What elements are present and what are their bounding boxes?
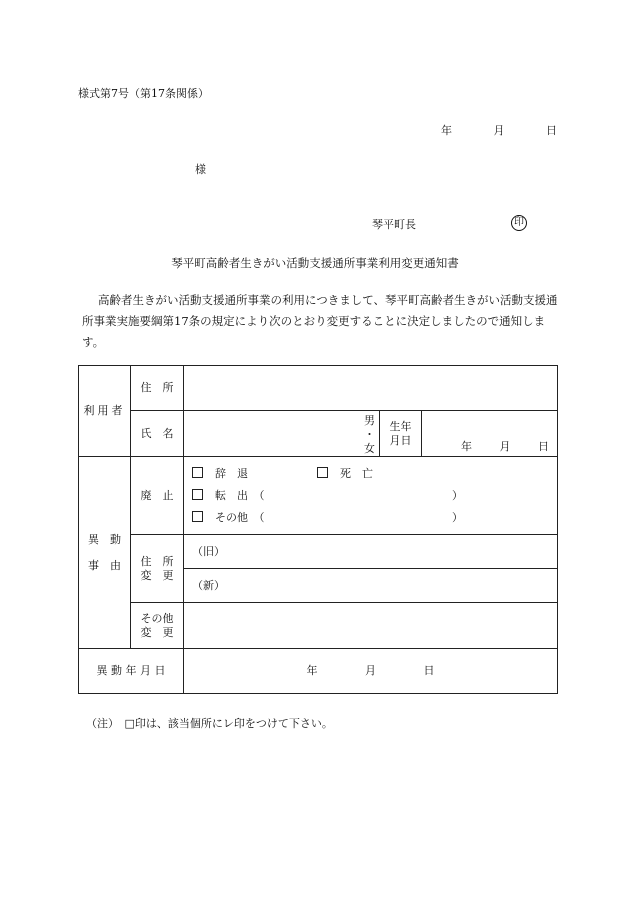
change-reason-label-1: 異 動 xyxy=(88,532,121,546)
address-field[interactable] xyxy=(184,366,558,411)
new-address-field[interactable] xyxy=(184,569,558,603)
birth-month-unit: 月 xyxy=(499,439,511,453)
resign-label: 辞 退 xyxy=(215,466,248,480)
user-label: 利用者 xyxy=(79,366,131,457)
change-reason-label-2: 事 由 xyxy=(88,558,121,572)
issuer: 琴平町長 xyxy=(372,218,416,231)
other-close-paren: ） xyxy=(452,510,463,524)
old-address-field[interactable] xyxy=(184,535,558,569)
change-day-unit: 日 xyxy=(423,664,435,678)
new-label: （新） xyxy=(192,578,225,592)
option-row-1 xyxy=(192,463,557,485)
gender-options xyxy=(364,414,375,456)
change-date-label: 異 動 年 月 日 xyxy=(79,649,184,694)
address-change-label-1: 住 所 xyxy=(140,555,174,569)
name-label: 氏 名 xyxy=(131,411,184,457)
option-row-2 xyxy=(192,485,557,507)
birth-label xyxy=(380,411,422,457)
option-row-3 xyxy=(192,507,557,529)
move-out-close-paren: ） xyxy=(452,488,463,502)
other-label: その他 （ xyxy=(215,510,265,524)
birth-label-1: 生年 xyxy=(389,420,412,434)
issue-date-day: 日 xyxy=(546,124,557,137)
other-change-field[interactable] xyxy=(184,603,558,649)
birth-year-unit: 年 xyxy=(461,439,472,453)
document-title: 琴平町高齢者生きがい活動支援通所事業利用変更通知書 xyxy=(171,256,459,270)
change-reason-label xyxy=(79,457,131,649)
address-label: 住 所 xyxy=(131,366,184,411)
change-date-field[interactable] xyxy=(184,649,558,694)
abolish-options xyxy=(184,457,558,535)
change-year-unit: 年 xyxy=(306,664,318,678)
old-label: （旧） xyxy=(192,544,225,558)
death-option xyxy=(317,463,373,485)
birth-day-unit: 日 xyxy=(538,439,549,453)
death-checkbox[interactable] xyxy=(317,467,328,478)
other-change-label xyxy=(131,603,184,649)
address-change-label-2: 変 更 xyxy=(140,568,174,582)
name-field[interactable] xyxy=(184,411,380,457)
gender-male: 男 xyxy=(364,414,375,427)
move-out-checkbox[interactable] xyxy=(192,489,203,500)
address-change-label xyxy=(131,535,184,603)
body-text: 高齢者生きがい活動支援通所事業の利用につきまして、琴平町高齢者生きがい活動支援通所事業実施要綱第17条の規定により次のとおり変更することに決定しましたので通知します。 xyxy=(82,293,558,349)
death-label: 死 亡 xyxy=(340,466,373,480)
change-month-unit: 月 xyxy=(365,664,376,678)
birth-label-2: 月日 xyxy=(389,433,412,447)
other-change-label-2: 変 更 xyxy=(140,625,174,639)
form-number: 様式第7号（第17条関係） xyxy=(78,87,209,100)
footnote: （注） □印は、該当個所にレ印をつけて下さい。 xyxy=(86,717,333,730)
seal-mark: 印 xyxy=(511,215,527,231)
birth-date-units xyxy=(437,440,549,453)
issue-date-month: 月 xyxy=(493,124,505,137)
resign-checkbox[interactable] xyxy=(192,467,203,478)
addressee-suffix: 様 xyxy=(195,163,206,176)
gender-female: 女 xyxy=(364,442,375,455)
issue-date-year: 年 xyxy=(441,124,452,137)
birth-date-field[interactable] xyxy=(422,411,558,457)
move-out-label: 転 出 （ xyxy=(215,488,265,502)
abolish-label: 廃 止 xyxy=(131,457,184,535)
other-checkbox[interactable] xyxy=(192,511,203,522)
other-change-label-1: その他 xyxy=(140,612,174,626)
issue-date xyxy=(441,124,575,137)
gender-dot: ・ xyxy=(364,428,375,441)
change-notice-table xyxy=(78,365,558,694)
